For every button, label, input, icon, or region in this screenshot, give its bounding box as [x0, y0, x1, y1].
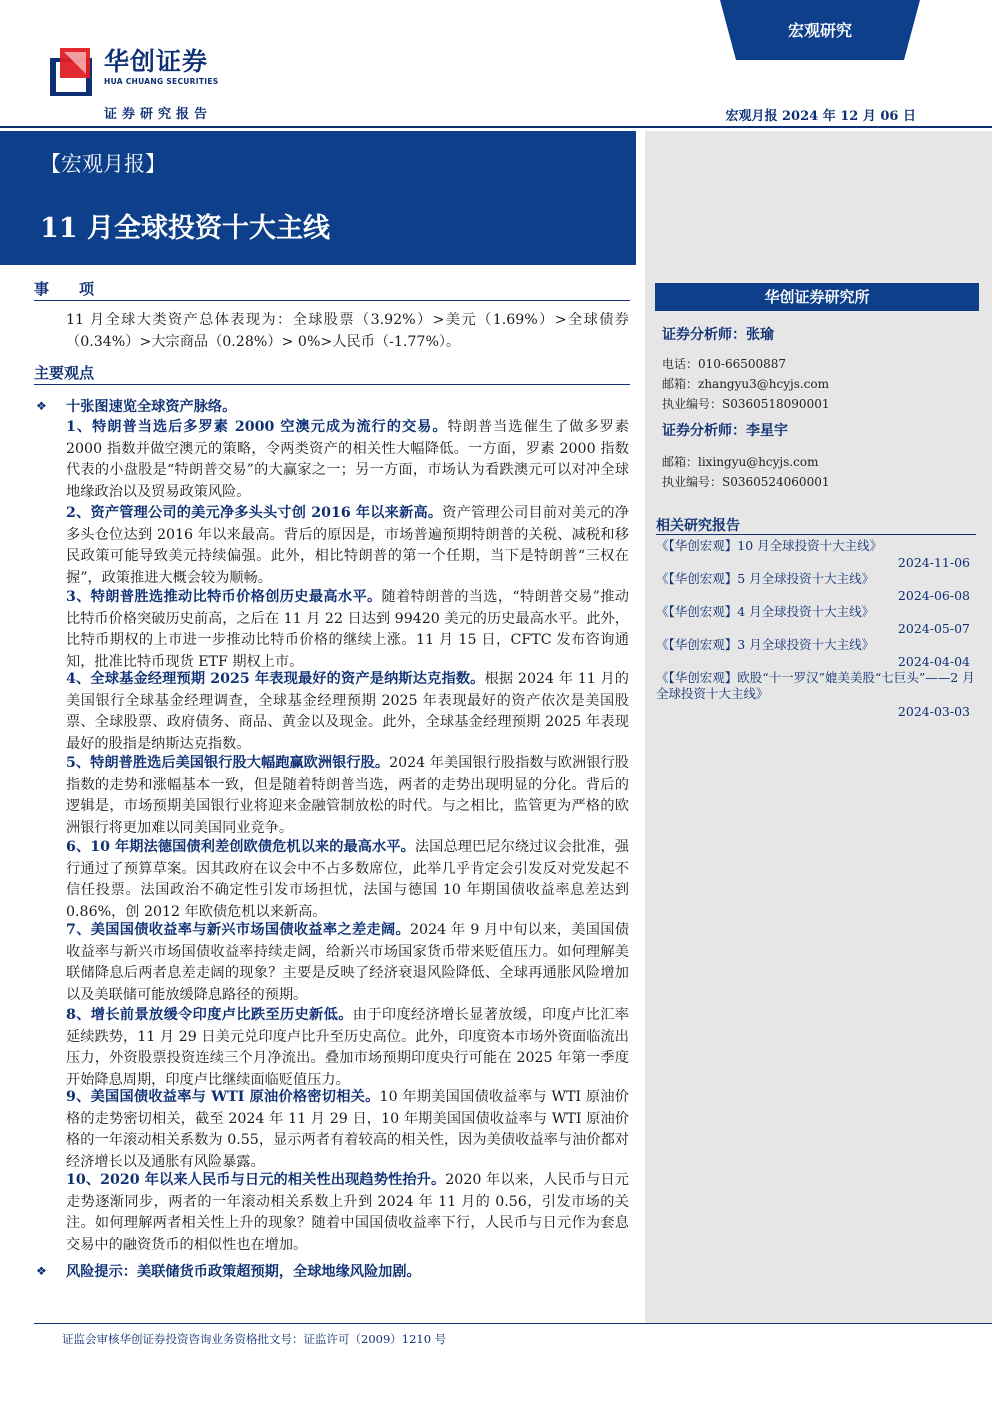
point-text: 由于印度经济增长显著放缓，印度卢比汇率延续跌势，11 月 29 日美元兑印度卢比升至历史高位。此外，印度资本市场外资面临流出压力，外资股票投资连续三个月净流出。叠加市场预期印度央行可能在 2025 年第一季度开始降息周期，印度卢比继续面临贬值压力。	[66, 1007, 629, 1088]
point-paragraph	[66, 503, 629, 589]
related-report-date: 2024-04-04	[897, 654, 970, 669]
related-report-date: 2024-03-03	[897, 704, 970, 719]
analyst-name: 证券分析师：张瑜	[662, 327, 774, 343]
related-report-link[interactable]: 《【华创宏观】10 月全球投资十大主线》	[656, 538, 883, 553]
point-highlight: 2、资产管理公司的美元净多头头寸创 2016 年以来新高。	[66, 505, 443, 521]
point-text: 根据 2024 年 11 月的美国银行全球基金经理调查，全球基金经理预期 2025 年表现最好的资产依次是美国股票、全球股票、政府债务、商品、黄金以及现金。此外，全球基金经理预期 2025 年表现最好的股指是纳斯达克指数。	[66, 671, 629, 752]
point-highlight: 3、特朗普胜选推动比特币价格创历史最高水平。	[66, 589, 382, 605]
risk-warning: 风险提示：美联储货币政策超预期，全球地缘风险加剧。	[66, 1264, 421, 1280]
category-tab-label: 宏观研究	[787, 21, 852, 40]
point-text: 资产管理公司目前对美元的净多头仓位达到 2016 年以来最高。背后的原因是，市场普遍预期特朗普的关税、减税和移民政策可能导致美元持续偏强。此外，相比特朗普的第一个任期，当下是特朗普“三权在握”，政策推进大概会较为顺畅。	[66, 505, 629, 586]
point-text: 法国总理巴尼尔绕过议会批准，强行通过了预算草案。因其政府在议会中不占多数席位，此举几乎肯定会引发反对党发起不信任投票。法国政治不确定性引发市场担忧，法国与德国 10 年期国债收益率息差达到 0.86%，创 2012 年欧债危机以来新高。	[66, 839, 629, 920]
point-paragraph	[66, 920, 629, 1006]
point-highlight: 8、增长前景放缓令印度卢比跌至历史新低。	[66, 1007, 353, 1023]
report-date: 宏观月报 2024 年 12 月 06 日	[725, 109, 916, 124]
company-logo	[50, 40, 92, 96]
views-heading: 主要观点	[34, 364, 95, 382]
point-paragraph	[66, 837, 629, 923]
section-divider	[34, 300, 630, 301]
related-report-link[interactable]: 《【华创宏观】欧股“十一罗汉”媲美美股“七巨头”——2 月全球投资十大主线》	[656, 670, 975, 701]
point-text: 特朗普当选催生了做多罗素 2000 指数并做空澳元的策略，令两类资产的相关性大幅降低。一方面，罗素 2000 指数代表的小盘股是“特朗普交易”的大赢家之一；另一方面，市场认为看跌澳元可以对冲全球地缘政治以及贸易政策风险。	[66, 419, 629, 500]
point-highlight: 1、特朗普当选后多罗素 2000 空澳元成为流行的交易。	[66, 419, 448, 435]
point-highlight: 10、2020 年以来人民币与日元的相关性出现趋势性抬升。	[66, 1172, 446, 1188]
logo-en-text: HUA CHUANG SECURITIES	[104, 77, 219, 86]
point-paragraph	[66, 417, 629, 503]
analyst-phone: 电话：010-66500887	[662, 357, 787, 371]
diamond-bullet-icon: ❖	[36, 1264, 47, 1278]
point-highlight: 9、美国国债收益率与 WTI 原油价格密切相关。	[66, 1089, 380, 1105]
related-report-date: 2024-06-08	[897, 588, 970, 603]
event-summary: 11 月全球大类资产总体表现为：全球股票（3.92%）>美元（1.69%）>全球债券（0.34%）>大宗商品（0.28%）> 0%>人民币（-1.77%）。	[66, 312, 629, 350]
related-report-link[interactable]: 《【华创宏观】4 月全球投资十大主线》	[656, 604, 875, 619]
point-text: 10 年期美国国债收益率与 WTI 原油价格的走势密切相关，截至 2024 年 11 月 29 日，10 年期美国国债收益率与 WTI 原油价格的一年滚动相关系数为 0.55，显示两者有着较高的相关性，因为美债收益率与油价都对经济增长以及通胀有风险暴露。	[66, 1089, 629, 1170]
related-reports-heading: 相关研究报告	[656, 518, 740, 534]
analyst-name: 证券分析师：李星宇	[662, 423, 788, 439]
report-series: 【宏观月报】	[40, 152, 166, 176]
point-paragraph	[66, 587, 629, 673]
related-report-date: 2024-05-07	[897, 621, 970, 636]
point-text: 2020 年以来，人民币与日元走势逐渐同步，两者的一年滚动相关系数上升到 2024 年 11 月的 0.56，引发市场的关注。如何理解两者相关性上升的现象？随着中国国债收益率下行，人民币与日元作为套息交易中的融资货币的相似性也在增加。	[66, 1172, 629, 1253]
related-report-link[interactable]: 《【华创宏观】5 月全球投资十大主线》	[656, 571, 875, 586]
logo-cn-text: 华创证券	[104, 47, 209, 76]
analyst-license: 执业编号：S0360518090001	[662, 397, 830, 411]
bullet-heading: 十张图速览全球资产脉络。	[66, 399, 237, 415]
point-highlight: 6、10 年期法德国债利差创欧债危机以来的最高水平。	[66, 839, 415, 855]
point-text: 随着特朗普的当选，“特朗普交易”推动比特币价格突破历史前高，之后在 11 月 22 日达到 99420 美元的历史最高水平。此外，比特币期权的上市进一步推动比特币价格的继续上涨。11 月 15 日，CFTC 发布咨询通知，批准比特币现货 ETF 期权上市。	[66, 589, 629, 670]
institute-name: 华创证券研究所	[655, 283, 979, 311]
point-paragraph	[66, 1170, 629, 1256]
report-type: 证券研究报告	[104, 107, 213, 122]
point-highlight: 4、全球基金经理预期 2025 年表现最好的资产是纳斯达克指数。	[66, 671, 485, 687]
event-heading: 事 项	[34, 280, 95, 298]
point-paragraph	[66, 1087, 629, 1173]
analyst-email[interactable]: 邮箱：zhangyu3@hcyjs.com	[662, 377, 830, 391]
point-paragraph	[66, 1005, 629, 1091]
footer-divider	[34, 1323, 992, 1324]
point-highlight: 7、美国国债收益率与新兴市场国债收益率之差走阔。	[66, 922, 411, 938]
point-text: 2024 年美国银行股指数与欧洲银行股指数的走势和涨幅基本一致，但是随着特朗普当选，两者的走势出现明显的分化。背后的逻辑是，市场预期美国银行业将迎来金融管制放松的时代。与之相比，监管更为严格的欧洲银行将更加难以同美国同业竞争。	[66, 755, 629, 836]
point-highlight: 5、特朗普胜选后美国银行股大幅跑赢欧洲银行股。	[66, 755, 390, 771]
report-title: 11 月全球投资十大主线	[40, 213, 330, 244]
analyst-license: 执业编号：S0360524060001	[662, 475, 830, 489]
footer-license: 证监会审核华创证券投资咨询业务资格批文号：证监许可（2009）1210 号	[62, 1332, 447, 1346]
point-paragraph	[66, 669, 629, 755]
related-report-link[interactable]: 《【华创宏观】3 月全球投资十大主线》	[656, 637, 875, 652]
point-text: 2024 年 9 月中旬以来，美国国债收益率与新兴市场国债收益率持续走阔，给新兴市场国家货币带来贬值压力。如何理解美联储降息后两者息差走阔的现象？主要是反映了经济衰退风险降低、全球再通胀风险增加以及美联储可能放缓降息路径的预期。	[66, 922, 630, 1003]
section-divider	[34, 384, 630, 385]
diamond-bullet-icon: ❖	[36, 399, 47, 413]
point-paragraph	[66, 753, 629, 839]
related-report-date: 2024-11-06	[897, 555, 970, 570]
analyst-email[interactable]: 邮箱：lixingyu@hcyjs.com	[662, 455, 819, 469]
related-reports-divider	[656, 534, 976, 535]
header-divider	[0, 126, 992, 128]
